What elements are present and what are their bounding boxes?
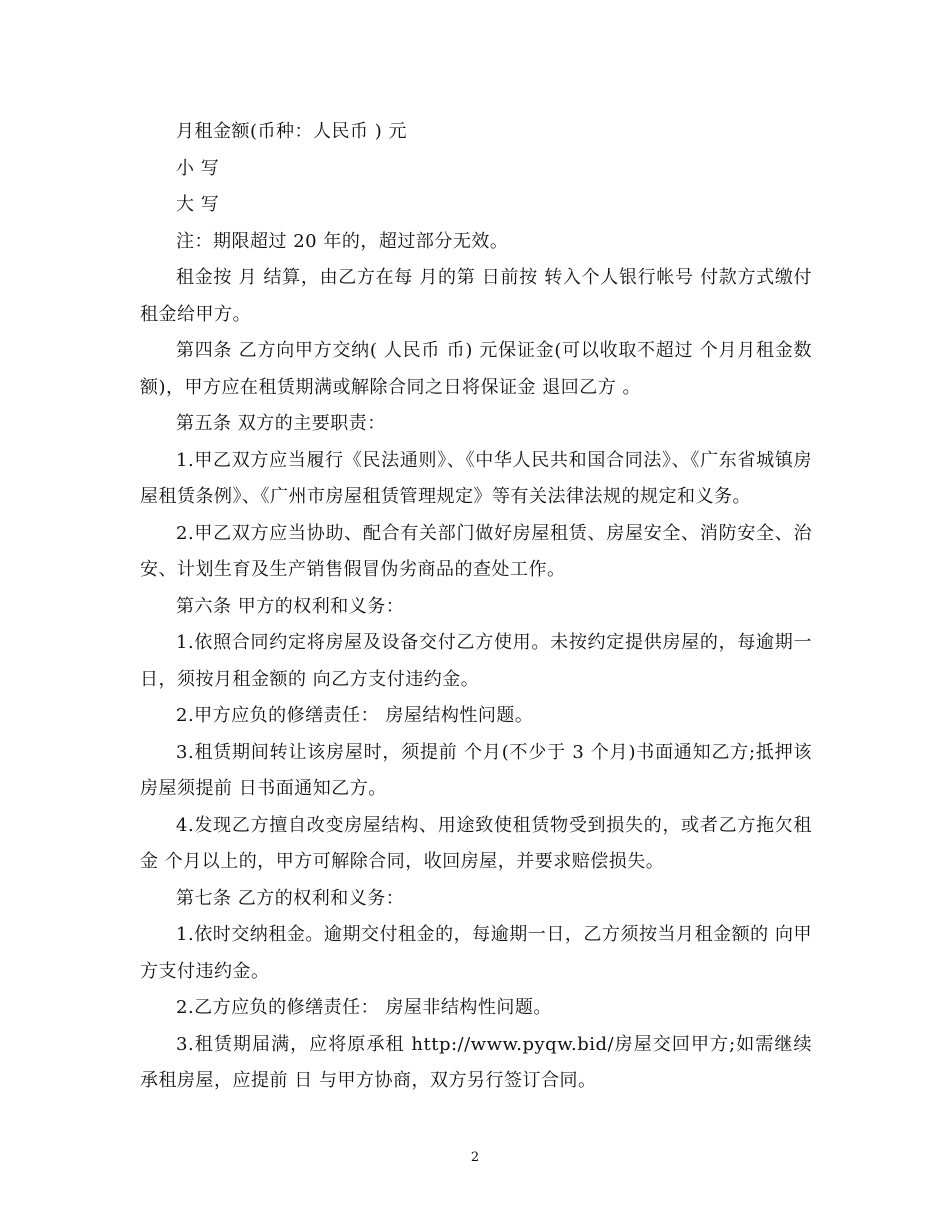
heading-article-6: 第六条 甲方的权利和义务： (176, 595, 405, 617)
paragraph-rent-amount: 月租金额(币种：人民币 ) 元 (176, 121, 407, 142)
paragraph-article-7-item-2: 2.乙方应负的修缮责任： 房屋非结构性问题。 (176, 997, 552, 1018)
paragraph-lowercase: 小 写 (176, 157, 220, 179)
paragraph-uppercase: 大 写 (176, 194, 220, 215)
paragraph-article-7-item-1: 1.依时交纳租金。逾期交付租金的，每逾期一日，乙方须按当月租金额的 向甲方支付违约金。 (140, 924, 812, 982)
paragraph-article-6-item-1: 1.依照合同约定将房屋及设备交付乙方使用。未按约定提供房屋的，每逾期一日，须按月租金额的 向乙方支付违约金。 (140, 632, 812, 690)
page-number: 2 (470, 1150, 480, 1165)
paragraph-article-4: 第四条 乙方向甲方交纳( 人民币 币) 元保证金(可以收取不超过 个月月租金数额)，甲方应在租赁期满或解除合同之日将保证金 退回乙方 。 (140, 340, 812, 398)
paragraph-article-7-item-3: 3.租赁期届满，应将原承租 http://www.pyqw.bid/房屋交回甲方;如需继续承租房屋，应提前 日 与甲方协商，双方另行签订合同。 (140, 1033, 812, 1091)
paragraph-article-6-item-2: 2.甲方应负的修缮责任： 房屋结构性问题。 (176, 705, 534, 726)
paragraph-article-6-item-3: 3.租赁期间转让该房屋时，须提前 个月(不少于 3 个月)书面通知乙方;抵押该房屋须提前 日书面通知乙方。 (140, 741, 812, 799)
paragraph-article-5-item-1: 1.甲乙双方应当履行《民法通则》、《中华人民共和国合同法》、《广东省城镇房屋租赁条例》、《广州市房屋租赁管理规定》等有关法律法规的规定和义务。 (140, 449, 812, 507)
heading-article-7: 第七条 乙方的权利和义务： (176, 887, 405, 909)
document-body (140, 114, 812, 1100)
paragraph-note: 注：期限超过 20 年的，超过部分无效。 (176, 230, 509, 252)
heading-article-5: 第五条 双方的主要职责： (176, 413, 386, 434)
paragraph-article-6-item-4: 4.发现乙方擅自改变房屋结构、用途致使租赁物受到损失的，或者乙方拖欠租金 个月以上的，甲方可解除合同，收回房屋，并要求赔偿损失。 (140, 814, 812, 872)
paragraph-rent-settlement: 租金按 月 结算，由乙方在每 月的第 日前按 转入个人银行帐号 付款方式缴付租金给甲方。 (140, 267, 812, 325)
paragraph-article-5-item-2: 2.甲乙双方应当协助、配合有关部门做好房屋租赁、房屋安全、消防安全、治安、计划生育及生产销售假冒伪劣商品的查处工作。 (140, 522, 812, 580)
